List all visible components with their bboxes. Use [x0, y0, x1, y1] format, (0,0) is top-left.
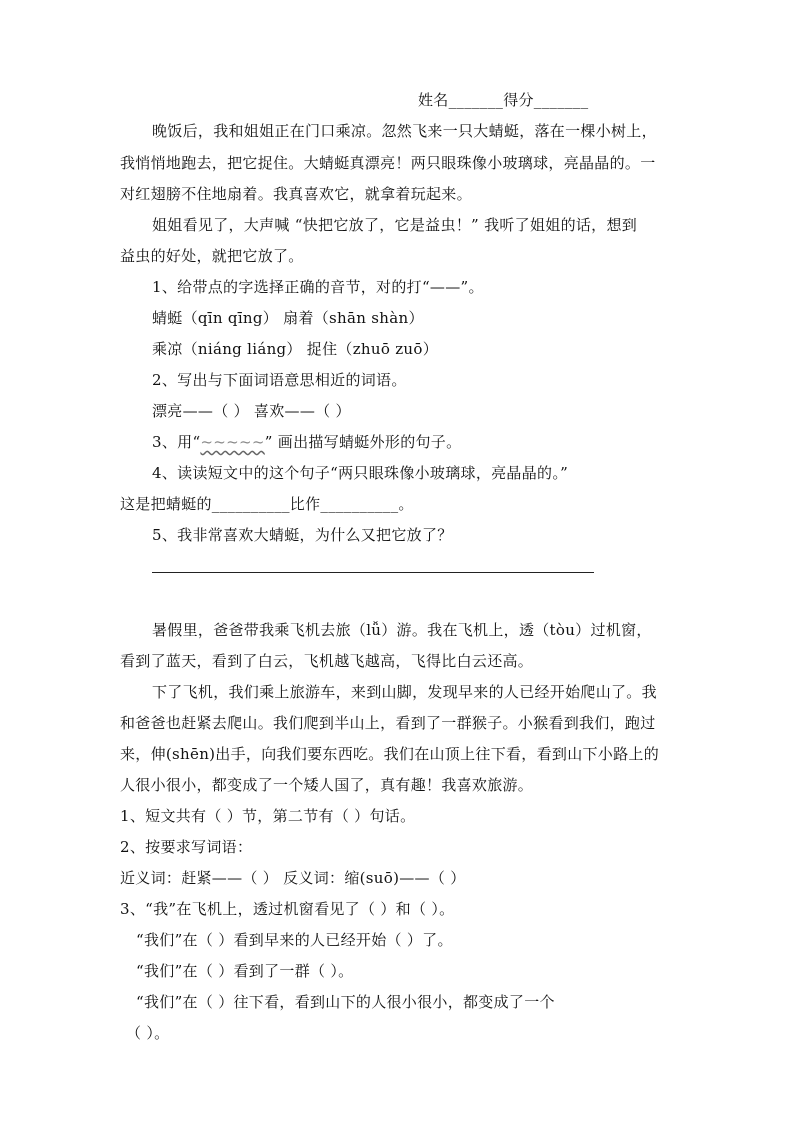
question1-1-row2: 乘凉（niáng liáng） 捉住（zhuō zuō）	[152, 340, 439, 358]
question1-4: 4、读读短文中的这个句子“两只眼珠像小玻璃球，亮晶晶的。”	[152, 464, 569, 482]
passage2-p2-line4: 人很小很小，都变成了一个矮人国了，真有趣！我喜欢旅游。	[120, 776, 534, 794]
question2-3-row2: “我们”在（ ）看到了一群（ ）。	[136, 962, 354, 980]
question1-2-row: 漂亮——（ ） 喜欢——（ ）	[152, 402, 351, 420]
question1-2: 2、写出与下面词语意思相近的词语。	[152, 371, 407, 389]
passage2-p1-line2: 看到了蓝天，看到了白云，飞机越飞越高，飞得比白云还高。	[120, 652, 534, 670]
question2-2: 2、按要求写词语：	[120, 838, 253, 856]
question2-2-row: 近义词：赶紧——（ ） 反义词：缩(suō)——（ ）	[120, 869, 466, 887]
question2-1: 1、短文共有（ ）节，第二节有（ ）句话。	[120, 807, 416, 825]
passage2-p2-line3: 来，伸(shēn)出手，向我们要东西吃。我们在山顶上往下看，看到山下小路上的	[120, 745, 660, 763]
question1-5: 5、我非常喜欢大蜻蜓，为什么又把它放了？	[152, 526, 453, 544]
passage1-p1-line2: 我悄悄地跑去，把它捉住。大蜻蜓真漂亮！两只眼珠像小玻璃球，亮晶晶的。一	[120, 154, 656, 172]
question1-1: 1、给带点的字选择正确的音节，对的打“——”。	[152, 278, 484, 296]
wavy-line-mark: ~~~~~	[200, 433, 265, 451]
question2-3-row1: “我们”在（ ）看到早来的人已经开始（ ）了。	[136, 931, 453, 949]
question1-1-row1: 蜻蜓（qīn qīng） 扇着（shān shàn）	[152, 309, 424, 327]
question2-3: 3、“我”在飞机上，透过机窗看见了（ ）和（ ）。	[120, 900, 455, 918]
question1-3-prefix: 3、用“	[152, 433, 201, 451]
name-score-line: 姓名_______得分_______	[418, 91, 589, 109]
question1-4-row: 这是把蜻蜓的__________比作__________。	[120, 495, 414, 513]
question2-3-row3: “我们”在（ ）往下看，看到山下的人很小很小，都变成了一个	[136, 993, 555, 1011]
passage2-p2-line2: 和爸爸也赶紧去爬山。我们爬到半山上，看到了一群猴子。小猴看到我们，跑过	[120, 714, 656, 732]
passage2-p2-line1: 下了飞机，我们乘上旅游车，来到山脚，发现早来的人已经开始爬山了。我	[152, 683, 657, 701]
question2-3-row4: （ ）。	[126, 1024, 170, 1042]
passage1-p2-line2: 益虫的好处，就把它放了。	[120, 247, 304, 265]
passage1-p2-line1: 姐姐看见了，大声喊 “快把它放了，它是益虫！” 我听了姐姐的话，想到	[152, 216, 638, 234]
passage1-p1-line3: 对红翅膀不住地扇着。我真喜欢它，就拿着玩起来。	[120, 185, 472, 203]
passage2-p1-line1: 暑假里，爸爸带我乘飞机去旅（lǚ）游。我在飞机上，透（tòu）过机窗，	[152, 621, 652, 639]
passage1-p1-line1: 晚饭后，我和姐姐正在门口乘凉。忽然飞来一只大蜻蜓，落在一棵小树上，	[152, 122, 657, 140]
question1-3-suffix: ” 画出描写蜻蜓外形的句子。	[264, 433, 462, 451]
answer-line	[152, 572, 594, 573]
question1-3	[152, 432, 461, 452]
